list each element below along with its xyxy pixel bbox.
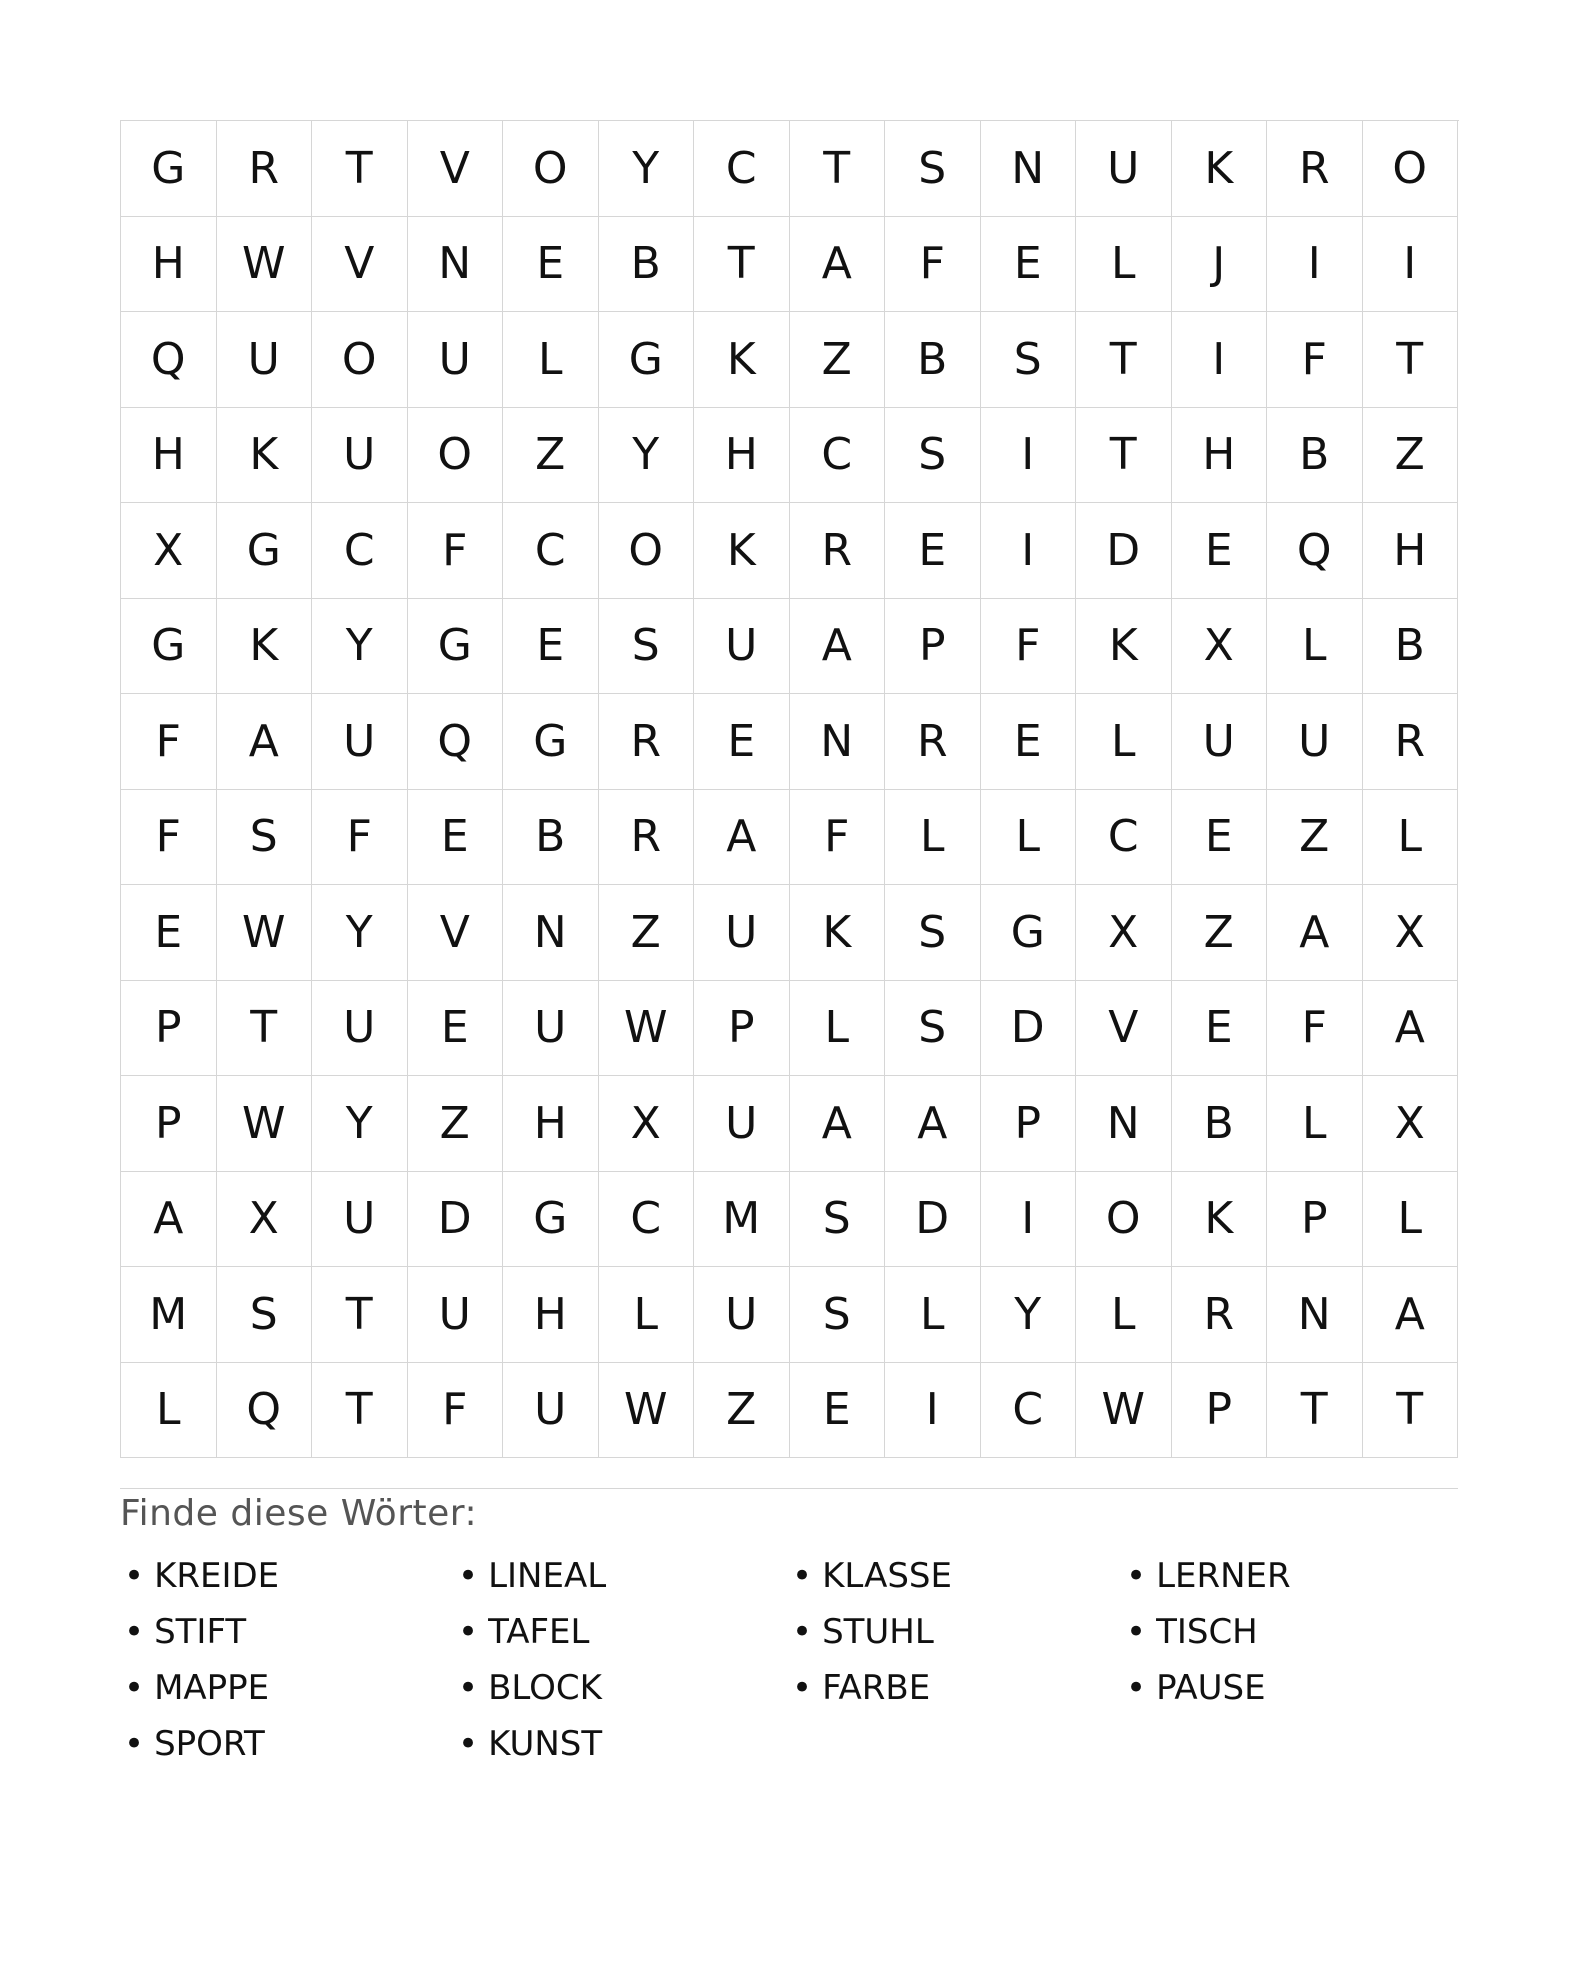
grid-cell[interactable]: F	[885, 217, 981, 313]
word-label: TAFEL	[488, 1612, 590, 1652]
word-label: SPORT	[154, 1724, 265, 1764]
grid-cell[interactable]: R	[217, 121, 313, 217]
grid-cell[interactable]: V	[312, 217, 408, 313]
grid-cell[interactable]: U	[1076, 121, 1172, 217]
grid-cell[interactable]: F	[312, 790, 408, 886]
grid-cell[interactable]: H	[121, 408, 217, 504]
grid-cell[interactable]: L	[981, 790, 1077, 886]
word-label: KREIDE	[154, 1556, 280, 1596]
grid-cell[interactable]: L	[1076, 1267, 1172, 1363]
grid-cell[interactable]: A	[790, 599, 886, 695]
grid-cell[interactable]: C	[599, 1172, 695, 1268]
word-label: LERNER	[1156, 1556, 1291, 1596]
bullet-icon: •	[792, 1556, 813, 1596]
grid-cell[interactable]: X	[217, 1172, 313, 1268]
grid-cell[interactable]: U	[694, 1076, 790, 1172]
bullet-icon: •	[1126, 1556, 1147, 1596]
grid-cell[interactable]: X	[1076, 885, 1172, 981]
grid-cell[interactable]: N	[1076, 1076, 1172, 1172]
grid-cell[interactable]: F	[790, 790, 886, 886]
grid-cell[interactable]: U	[694, 1267, 790, 1363]
grid-cell[interactable]: R	[1172, 1267, 1268, 1363]
grid-cell[interactable]: R	[1363, 694, 1459, 790]
word-list	[120, 1556, 1460, 1780]
grid-cell[interactable]: U	[312, 1172, 408, 1268]
bullet-icon: •	[792, 1612, 813, 1652]
grid-cell[interactable]: Y	[981, 1267, 1077, 1363]
grid-cell[interactable]: U	[503, 981, 599, 1077]
grid-cell[interactable]: I	[1172, 312, 1268, 408]
grid-cell[interactable]: G	[121, 121, 217, 217]
grid-cell[interactable]: H	[694, 408, 790, 504]
grid-cell[interactable]: C	[503, 503, 599, 599]
grid-cell[interactable]: A	[790, 217, 886, 313]
grid-cell[interactable]: D	[981, 981, 1077, 1077]
grid-cell[interactable]: U	[1267, 694, 1363, 790]
word-list-item	[454, 1724, 788, 1780]
word-label: KLASSE	[822, 1556, 952, 1596]
grid-cell[interactable]: I	[981, 1172, 1077, 1268]
bullet-icon: •	[458, 1724, 479, 1764]
grid-cell[interactable]: A	[121, 1172, 217, 1268]
grid-cell[interactable]: A	[1267, 885, 1363, 981]
grid-cell[interactable]: J	[1172, 217, 1268, 313]
grid-cell[interactable]: U	[503, 1363, 599, 1459]
grid-cell[interactable]: A	[885, 1076, 981, 1172]
grid-cell[interactable]: S	[885, 408, 981, 504]
grid-cell[interactable]: X	[1172, 599, 1268, 695]
grid-cell[interactable]: V	[1076, 981, 1172, 1077]
grid-cell[interactable]: P	[981, 1076, 1077, 1172]
grid-cell[interactable]: S	[217, 790, 313, 886]
word-label: PAUSE	[1156, 1668, 1266, 1708]
grid-cell[interactable]: T	[1076, 408, 1172, 504]
grid-cell[interactable]: Y	[312, 1076, 408, 1172]
bullet-icon: •	[792, 1668, 813, 1708]
grid-cell[interactable]: L	[1076, 694, 1172, 790]
grid-cell[interactable]: N	[1267, 1267, 1363, 1363]
grid-cell[interactable]: E	[885, 503, 981, 599]
grid-cell[interactable]: L	[790, 981, 886, 1077]
grid-cell[interactable]: T	[790, 121, 886, 217]
grid-cell[interactable]: W	[1076, 1363, 1172, 1459]
grid-cell[interactable]: E	[1172, 503, 1268, 599]
grid-cell[interactable]: L	[121, 1363, 217, 1459]
grid-cell[interactable]: Q	[217, 1363, 313, 1459]
word-list-item	[788, 1668, 1122, 1724]
grid-cell[interactable]: Y	[599, 408, 695, 504]
grid-cell[interactable]: C	[694, 121, 790, 217]
grid-cell[interactable]: G	[121, 599, 217, 695]
grid-cell[interactable]: K	[1172, 1172, 1268, 1268]
grid-cell[interactable]: L	[1076, 217, 1172, 313]
grid-cell[interactable]: E	[694, 694, 790, 790]
grid-cell[interactable]: T	[312, 1267, 408, 1363]
grid-cell[interactable]: G	[408, 599, 504, 695]
grid-cell[interactable]: N	[981, 121, 1077, 217]
grid-cell[interactable]: F	[981, 599, 1077, 695]
grid-cell[interactable]: Q	[1267, 503, 1363, 599]
grid-cell[interactable]: H	[121, 217, 217, 313]
grid-cell[interactable]: Z	[503, 408, 599, 504]
grid-cell[interactable]: T	[312, 121, 408, 217]
grid-cell[interactable]: G	[217, 503, 313, 599]
grid-cell[interactable]: N	[503, 885, 599, 981]
grid-cell[interactable]: O	[408, 408, 504, 504]
grid-cell[interactable]: T	[1267, 1363, 1363, 1459]
grid-cell[interactable]: P	[1172, 1363, 1268, 1459]
grid-cell[interactable]: E	[1172, 790, 1268, 886]
grid-cell[interactable]: E	[408, 981, 504, 1077]
grid-cell[interactable]: E	[503, 217, 599, 313]
grid-cell[interactable]: Z	[599, 885, 695, 981]
grid-cell[interactable]: D	[885, 1172, 981, 1268]
grid-cell[interactable]: C	[1076, 790, 1172, 886]
grid-cell[interactable]: P	[885, 599, 981, 695]
grid-cell[interactable]: B	[1363, 599, 1459, 695]
grid-cell[interactable]: K	[694, 503, 790, 599]
grid-cell[interactable]: U	[217, 312, 313, 408]
grid-cell[interactable]: P	[121, 981, 217, 1077]
grid-cell[interactable]: Q	[121, 312, 217, 408]
grid-cell[interactable]: B	[885, 312, 981, 408]
grid-cell[interactable]: K	[1076, 599, 1172, 695]
grid-cell[interactable]: T	[217, 981, 313, 1077]
grid-cell[interactable]: F	[1267, 312, 1363, 408]
word-list-item	[120, 1668, 454, 1724]
grid-cell[interactable]: K	[694, 312, 790, 408]
grid-cell[interactable]: T	[1363, 1363, 1459, 1459]
grid-cell[interactable]: F	[1267, 981, 1363, 1077]
word-list-item	[454, 1612, 788, 1668]
word-label: TISCH	[1156, 1612, 1258, 1652]
word-label: BLOCK	[488, 1668, 602, 1708]
grid-cell[interactable]: E	[503, 599, 599, 695]
word-list-item	[454, 1556, 788, 1612]
grid-cell[interactable]: U	[312, 694, 408, 790]
grid-cell[interactable]: A	[1363, 1267, 1459, 1363]
word-label: MAPPE	[154, 1668, 270, 1708]
grid-cell[interactable]: V	[408, 885, 504, 981]
grid-cell[interactable]: S	[981, 312, 1077, 408]
grid-cell[interactable]: G	[981, 885, 1077, 981]
grid-cell[interactable]: E	[121, 885, 217, 981]
grid-cell[interactable]: A	[694, 790, 790, 886]
grid-cell[interactable]: F	[408, 1363, 504, 1459]
grid-cell[interactable]: S	[790, 1267, 886, 1363]
grid-cell[interactable]: Z	[408, 1076, 504, 1172]
grid-cell[interactable]: K	[1172, 121, 1268, 217]
grid-cell[interactable]: U	[408, 1267, 504, 1363]
word-label: STUHL	[822, 1612, 934, 1652]
bullet-icon: •	[1126, 1612, 1147, 1652]
grid-cell[interactable]: U	[312, 981, 408, 1077]
word-list-item	[120, 1556, 454, 1612]
grid-cell[interactable]: E	[1172, 981, 1268, 1077]
grid-cell[interactable]: X	[121, 503, 217, 599]
grid-cell[interactable]: F	[408, 503, 504, 599]
grid-cell[interactable]: G	[503, 1172, 599, 1268]
grid-cell[interactable]: U	[694, 599, 790, 695]
grid-cell[interactable]: B	[503, 790, 599, 886]
grid-cell[interactable]: Z	[1267, 790, 1363, 886]
word-list-item	[788, 1556, 1122, 1612]
grid-cell[interactable]: E	[981, 217, 1077, 313]
grid-cell[interactable]: X	[599, 1076, 695, 1172]
word-list-item	[1122, 1612, 1456, 1668]
bullet-icon: •	[1126, 1668, 1147, 1708]
grid-cell[interactable]: C	[981, 1363, 1077, 1459]
grid-cell[interactable]: W	[599, 981, 695, 1077]
letter-grid	[120, 120, 1459, 1458]
grid-cell[interactable]: M	[121, 1267, 217, 1363]
grid-cell[interactable]: R	[599, 694, 695, 790]
grid-cell[interactable]: I	[1363, 217, 1459, 313]
grid-cell[interactable]: I	[981, 408, 1077, 504]
grid-cell[interactable]: T	[694, 217, 790, 313]
grid-cell[interactable]: C	[790, 408, 886, 504]
grid-cell[interactable]: B	[1172, 1076, 1268, 1172]
grid-cell[interactable]: I	[885, 1363, 981, 1459]
grid-cell[interactable]: Y	[312, 885, 408, 981]
grid-cell[interactable]: O	[312, 312, 408, 408]
grid-cell[interactable]: O	[1363, 121, 1459, 217]
grid-cell[interactable]: K	[217, 408, 313, 504]
grid-cell[interactable]: C	[312, 503, 408, 599]
grid-cell[interactable]: Z	[790, 312, 886, 408]
word-list-item	[454, 1668, 788, 1724]
word-list-item	[120, 1612, 454, 1668]
grid-cell[interactable]: D	[1076, 503, 1172, 599]
grid-cell[interactable]: B	[599, 217, 695, 313]
grid-cell[interactable]: U	[408, 312, 504, 408]
word-list-heading: Finde diese Wörter:	[120, 1493, 478, 1534]
bullet-icon: •	[124, 1668, 145, 1708]
grid-cell[interactable]: O	[1076, 1172, 1172, 1268]
grid-cell[interactable]: S	[885, 121, 981, 217]
grid-cell[interactable]: R	[885, 694, 981, 790]
grid-cell[interactable]: N	[408, 217, 504, 313]
bullet-icon: •	[458, 1556, 479, 1596]
bullet-icon: •	[124, 1612, 145, 1652]
grid-cell[interactable]: U	[1172, 694, 1268, 790]
grid-cell[interactable]: M	[694, 1172, 790, 1268]
grid-cell[interactable]: L	[1267, 599, 1363, 695]
grid-cell[interactable]: O	[503, 121, 599, 217]
bullet-icon: •	[458, 1668, 479, 1708]
grid-cell[interactable]: S	[599, 599, 695, 695]
grid-cell[interactable]: H	[503, 1267, 599, 1363]
grid-cell[interactable]: I	[981, 503, 1077, 599]
grid-cell[interactable]: F	[121, 694, 217, 790]
grid-cell[interactable]: A	[1363, 981, 1459, 1077]
grid-cell[interactable]: P	[121, 1076, 217, 1172]
grid-cell[interactable]: L	[1267, 1076, 1363, 1172]
grid-cell[interactable]: P	[694, 981, 790, 1077]
bullet-icon: •	[124, 1724, 145, 1764]
grid-cell[interactable]: H	[1363, 503, 1459, 599]
grid-cell[interactable]: R	[599, 790, 695, 886]
grid-cell[interactable]: E	[408, 790, 504, 886]
word-label: KUNST	[488, 1724, 603, 1764]
grid-cell[interactable]: E	[790, 1363, 886, 1459]
grid-cell[interactable]: R	[1267, 121, 1363, 217]
grid-cell[interactable]: D	[408, 1172, 504, 1268]
grid-cell[interactable]: Z	[1363, 408, 1459, 504]
grid-cell[interactable]: S	[217, 1267, 313, 1363]
grid-cell[interactable]: L	[1363, 1172, 1459, 1268]
word-list-item	[1122, 1668, 1456, 1724]
grid-cell[interactable]: L	[885, 1267, 981, 1363]
grid-cell[interactable]: T	[312, 1363, 408, 1459]
grid-cell[interactable]: F	[121, 790, 217, 886]
grid-cell[interactable]: G	[503, 694, 599, 790]
grid-cell[interactable]: E	[981, 694, 1077, 790]
grid-cell[interactable]: W	[599, 1363, 695, 1459]
word-label: FARBE	[822, 1668, 931, 1708]
grid-cell[interactable]: T	[1363, 312, 1459, 408]
grid-cell[interactable]: Z	[694, 1363, 790, 1459]
grid-cell[interactable]: V	[408, 121, 504, 217]
word-search-sheet	[120, 120, 1460, 1780]
grid-cell[interactable]: W	[217, 1076, 313, 1172]
grid-cell[interactable]: P	[1267, 1172, 1363, 1268]
grid-cell[interactable]: L	[885, 790, 981, 886]
divider	[120, 1488, 1458, 1489]
grid-cell[interactable]: W	[217, 217, 313, 313]
word-list-item	[120, 1724, 454, 1780]
grid-cell[interactable]: U	[694, 885, 790, 981]
grid-cell[interactable]: Q	[408, 694, 504, 790]
word-list-item	[1122, 1556, 1456, 1612]
grid-cell[interactable]: T	[1076, 312, 1172, 408]
grid-cell[interactable]: O	[599, 503, 695, 599]
grid-cell[interactable]: R	[790, 503, 886, 599]
grid-cell[interactable]: K	[217, 599, 313, 695]
word-list-item	[788, 1612, 1122, 1668]
bullet-icon: •	[124, 1556, 145, 1596]
grid-cell[interactable]: L	[1363, 790, 1459, 886]
grid-cell[interactable]: A	[790, 1076, 886, 1172]
grid-cell[interactable]: B	[1267, 408, 1363, 504]
grid-cell[interactable]: G	[599, 312, 695, 408]
bullet-icon: •	[458, 1612, 479, 1652]
grid-cell[interactable]: S	[885, 981, 981, 1077]
grid-cell[interactable]: Z	[1172, 885, 1268, 981]
grid-cell[interactable]: N	[790, 694, 886, 790]
grid-cell[interactable]: K	[790, 885, 886, 981]
grid-cell[interactable]: Y	[312, 599, 408, 695]
grid-cell[interactable]: X	[1363, 1076, 1459, 1172]
grid-cell[interactable]: W	[217, 885, 313, 981]
grid-cell[interactable]: S	[790, 1172, 886, 1268]
grid-cell[interactable]: A	[217, 694, 313, 790]
grid-cell[interactable]: H	[1172, 408, 1268, 504]
word-label: STIFT	[154, 1612, 247, 1652]
word-label: LINEAL	[488, 1556, 607, 1596]
grid-cell[interactable]: H	[503, 1076, 599, 1172]
grid-cell[interactable]: L	[599, 1267, 695, 1363]
grid-cell[interactable]: U	[312, 408, 408, 504]
grid-cell[interactable]: L	[503, 312, 599, 408]
grid-cell[interactable]: I	[1267, 217, 1363, 313]
grid-cell[interactable]: S	[885, 885, 981, 981]
grid-cell[interactable]: X	[1363, 885, 1459, 981]
grid-cell[interactable]: Y	[599, 121, 695, 217]
